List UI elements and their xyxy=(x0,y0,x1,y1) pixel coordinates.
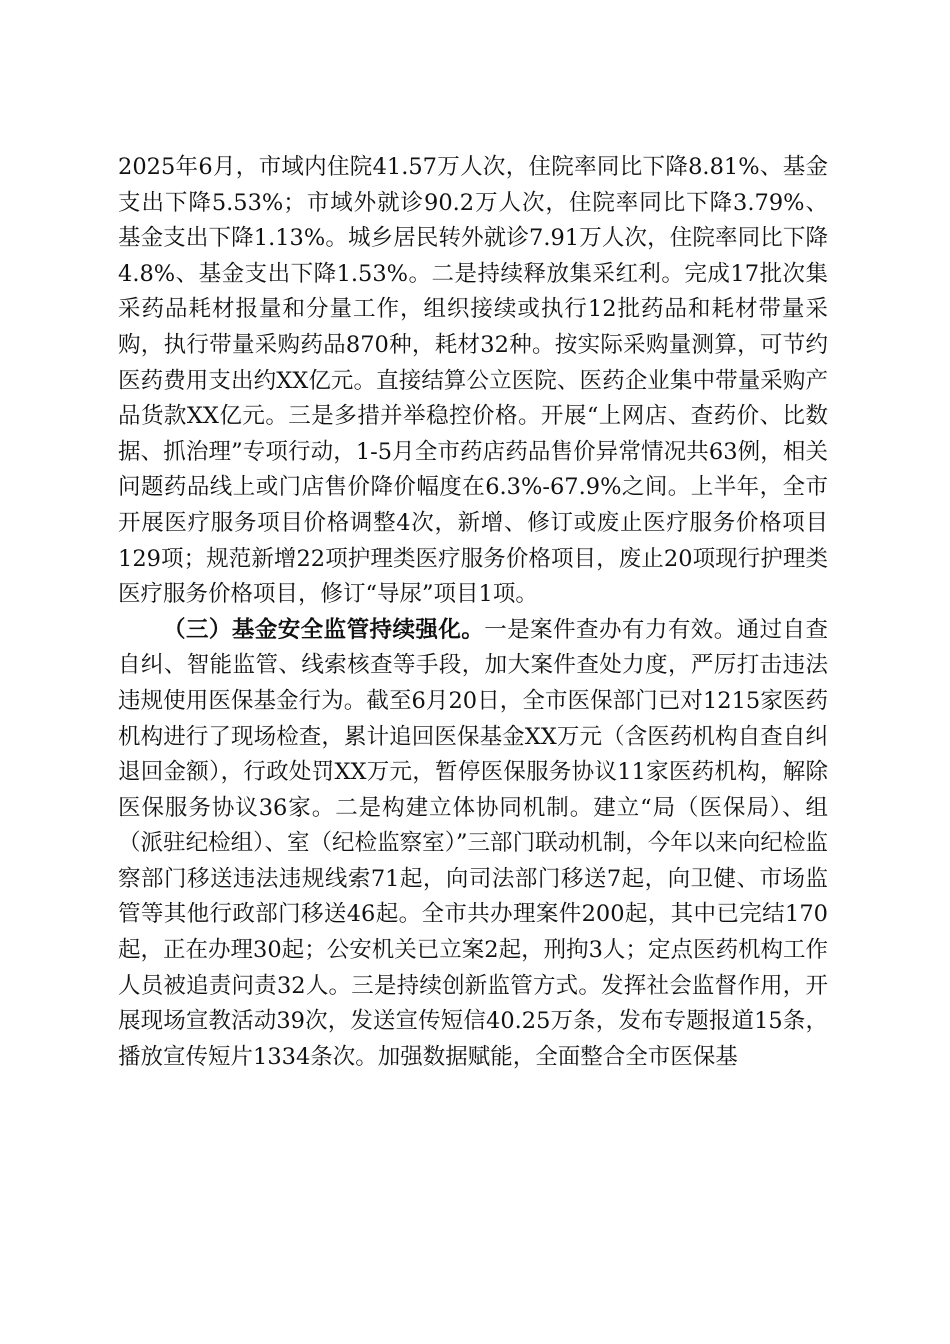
paragraph-medical-insurance-statistics: 2025年6月，市域内住院41.57万人次，住院率同比下降8.81%、基金支出下降5.53%；市域外就诊90.2万人次，住院率同比下降3.79%、基金支出下降1.13%。城乡居民转外就诊7.91万人次，住院率同比下降4.8%、基金支出下降1.53%。二是持续释放集采红利。完成17批次集采药品耗材报量和分量工作，组织接续或执行12批药品和耗材带量采购，执行带量采购药品870种，耗材32种。按实际采购量测算，可节约医药费用支出约XX亿元。直接结算公立医院、医药企业集中带量采购产品货款XX亿元。三是多措并举稳控价格。开展“上网店、查药价、比数据、抓治理”专项行动，1-5月全市药店药品售价异常情况共63例，相关问题药品线上或门店售价降价幅度在6.3%-67.9%之间。上半年，全市开展医疗服务项目价格调整4次，新增、修订或废止医疗服务价格项目129项；规范新增22项护理类医疗服务价格项目，废止20项现行护理类医疗服务价格项目，修订“导尿”项目1项。 xyxy=(118,154,828,608)
section-heading-fund-safety: （三）基金安全监管持续强化。 xyxy=(163,616,485,643)
paragraph-fund-safety-text: 一是案件查办有力有效。通过自查自纠、智能监管、线索核查等手段，加大案件查处力度，严厉打击违法违规使用医保基金行为。截至6月20日，全市医保部门已对1215家医药机构进行了现场检查，累计追回医保基金XX万元（含医药机构自查自纠退回金额），行政处罚XX万元，暂停医保服务协议11家医药机构，解除医保服务协议36家。二是构建立体协同机制。建立“局（医保局）、组（派驻纪检组）、室（纪检监察室）”三部门联动机制，今年以来向纪检监察部门移送违法违规线索71起，向司法部门移送7起，向卫健、市场监管等其他行政部门移送46起。全市共办理案件200起，其中已完结170起，正在办理30起；公安机关已立案2起，刑拘3人；定点医药机构工作人员被追责问责32人。三是持续创新监管方式。发挥社会监督作用，开展现场宣教活动39次，发送宣传短信40.25万条，发布专题报道15条，播放宣传短片1334条次。加强数据赋能，全面整合全市医保基 xyxy=(118,616,828,1070)
paragraph-fund-safety-supervision xyxy=(118,613,828,1076)
document-body xyxy=(118,150,828,1075)
